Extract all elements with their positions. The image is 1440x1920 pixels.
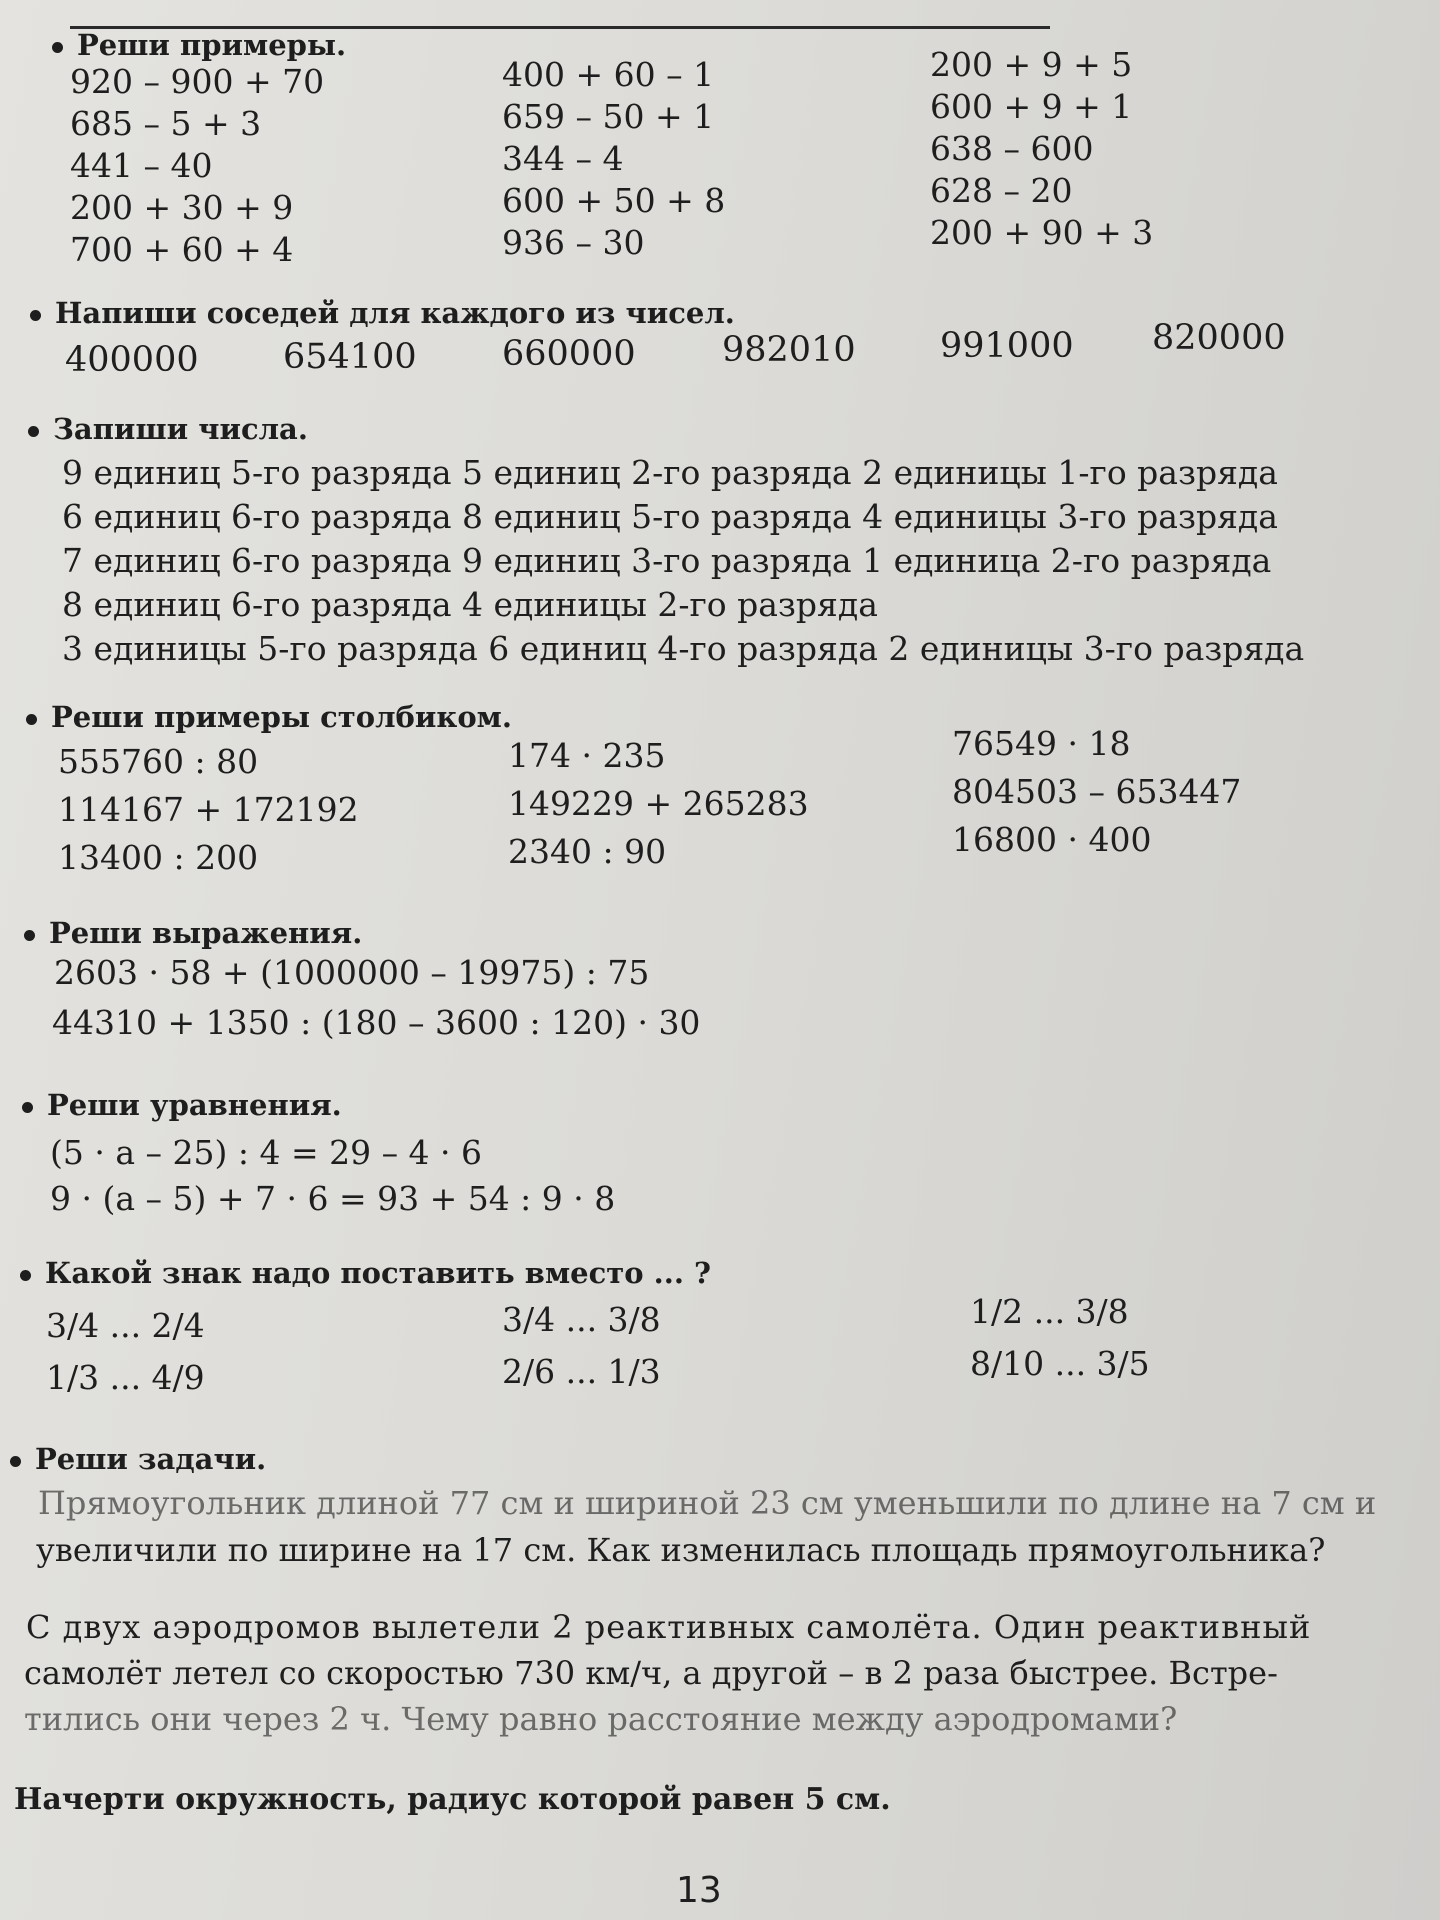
s4-column-3	[952, 724, 1241, 868]
example: 555760 : 80	[58, 742, 259, 781]
example: 114167 + 172192	[58, 790, 359, 829]
expression: 44310 + 1350 : (180 – 3600 : 120) · 30	[52, 1003, 701, 1042]
example: 2340 : 90	[508, 832, 667, 871]
s1-column-3	[930, 45, 1153, 255]
bullet-icon	[22, 1102, 33, 1113]
bullet-icon	[26, 714, 37, 725]
example: 920 – 900 + 70	[70, 62, 325, 101]
bullet-icon	[24, 930, 35, 941]
comparison: 8/10 ... 3/5	[970, 1344, 1150, 1383]
heading-neighbors: Напиши соседей для каждого из чисел.	[30, 296, 735, 330]
problem-1-line: увеличили по ширине на 17 см. Как изменилась площадь прямоугольника?	[36, 1531, 1326, 1569]
s1-column-1	[70, 62, 324, 272]
heading-which-sign: Какой знак надо поставить вместо ... ?	[20, 1256, 711, 1290]
equation: (5 · a – 25) : 4 = 29 – 4 · 6	[50, 1133, 483, 1172]
comparison: 2/6 ... 1/3	[502, 1352, 661, 1391]
s7-column-1	[46, 1306, 205, 1410]
digit-line: 7 единиц 6-го разряда 9 единиц 3-го разряда 1 единица 2-го разряда	[62, 541, 1272, 580]
s1-column-2	[502, 55, 725, 265]
problem-2-line: С двух аэродромов вылетели 2 реактивных самолёта. Один реактивный	[26, 1608, 1312, 1646]
heading-solve-expressions: Реши выражения.	[24, 916, 362, 950]
comparison: 3/4 ... 2/4	[46, 1306, 205, 1345]
digit-line: 8 единиц 6-го разряда 4 единицы 2-го разряда	[62, 585, 878, 624]
example: 149229 + 265283	[508, 784, 809, 823]
heading-write-numbers: Запиши числа.	[28, 412, 308, 446]
heading-column-arithmetic: Реши примеры столбиком.	[26, 700, 512, 734]
comparison: 1/2 ... 3/8	[970, 1292, 1129, 1331]
problem-1-line: Прямоугольник длиной 77 см и шириной 23 см уменьшили по длине на 7 см и	[38, 1484, 1377, 1522]
s7-column-2	[502, 1300, 661, 1404]
problem-2-line: тились они через 2 ч. Чему равно расстояние между аэродромами?	[24, 1700, 1178, 1738]
number: 400000	[65, 340, 199, 380]
digit-line: 3 единицы 5-го разряда 6 единиц 4-го разряда 2 единицы 3-го разряда	[62, 629, 1305, 668]
comparison: 3/4 ... 3/8	[502, 1300, 661, 1339]
bullet-icon	[30, 310, 41, 321]
example: 16800 · 400	[952, 820, 1152, 859]
example: 344 – 4	[502, 139, 624, 178]
bullet-icon	[20, 1270, 31, 1281]
s4-column-1	[58, 742, 359, 886]
problem-2-line: самолёт летел со скоростью 730 км/ч, а другой – в 2 раза быстрее. Встре-	[24, 1654, 1278, 1692]
bullet-icon	[10, 1456, 21, 1467]
example: 600 + 50 + 8	[502, 181, 726, 220]
page-number: 13	[676, 1870, 722, 1911]
number: 660000	[502, 334, 636, 374]
digit-line: 6 единиц 6-го разряда 8 единиц 5-го разряда 4 единицы 3-го разряда	[62, 497, 1278, 536]
heading-solve-equations: Реши уравнения.	[22, 1088, 342, 1122]
number: 991000	[940, 326, 1074, 366]
heading-solve-problems: Реши задачи.	[10, 1442, 266, 1476]
example: 804503 – 653447	[952, 772, 1242, 811]
number: 820000	[1152, 318, 1286, 358]
digit-line: 9 единиц 5-го разряда 5 единиц 2-го разряда 2 единицы 1-го разряда	[62, 453, 1278, 492]
number: 654100	[283, 337, 417, 377]
number: 982010	[722, 330, 856, 370]
example: 200 + 30 + 9	[70, 188, 294, 227]
comparison: 1/3 ... 4/9	[46, 1358, 205, 1397]
example: 76549 · 18	[952, 724, 1131, 763]
example: 936 – 30	[502, 223, 645, 262]
example: 638 – 600	[930, 129, 1094, 168]
draw-circle-task: Начерти окружность, радиус которой равен 5 см.	[14, 1782, 891, 1817]
equation: 9 · (a – 5) + 7 · 6 = 93 + 54 : 9 · 8	[50, 1179, 616, 1218]
example: 700 + 60 + 4	[70, 230, 294, 269]
heading-solve-examples: Реши примеры.	[52, 28, 346, 62]
expression: 2603 · 58 + (1000000 – 19975) : 75	[54, 953, 650, 992]
example: 200 + 90 + 3	[930, 213, 1154, 252]
example: 659 – 50 + 1	[502, 97, 715, 136]
bullet-icon	[52, 42, 63, 53]
example: 200 + 9 + 5	[930, 45, 1133, 84]
example: 628 – 20	[930, 171, 1073, 210]
example: 400 + 60 – 1	[502, 55, 715, 94]
example: 600 + 9 + 1	[930, 87, 1133, 126]
bullet-icon	[28, 426, 39, 437]
example: 13400 : 200	[58, 838, 259, 877]
example: 174 · 235	[508, 736, 666, 775]
example: 441 – 40	[70, 146, 213, 185]
s7-column-3	[970, 1292, 1150, 1396]
example: 685 – 5 + 3	[70, 104, 262, 143]
s4-column-2	[508, 736, 809, 880]
